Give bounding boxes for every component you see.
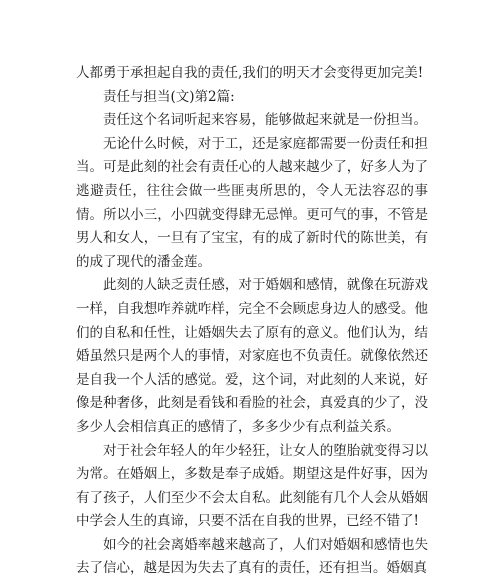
paragraph-6: 对于社会年轻人的年少轻狂，让女人的堕胎就变得习以为常。在婚姻上，多数是奉子成婚。期望这是件好事，因为有了孩子，人们至少不会太自私。此刻能有几个人会从婚姻中学会人生的真谛，只要不活在自我的世界，已经不错了! <box>76 442 428 530</box>
paragraph-4: 无论什么时候，对于工，还是家庭都需要一份责任和担当。可是此刻的社会有责任心的人越来越少了，好多人为了逃避责任，往往会做一些匪夷所思的，令人无法容忍的事情。所以小三，小四就变得肆无忌惮。更可气的事，不管是男人和女人，一旦有了宝宝，有的成了新时代的陈世美，有的成了现代的潘金莲。 <box>76 135 428 270</box>
paragraph-5: 此刻的人缺乏责任感，对于婚姻和感情，就像在玩游戏一样，自我想咋养就咋样，完全不会顾虑身边人的感受。他们的自私和任性，让婚姻失去了原有的意义。他们认为，结婚虽然只是两个人的事情，对家庭也不负责任。就像依然还是自我一个人活的感觉。爱，这个词，对此刻的人来说，好像是种奢侈，此刻是看钱和看脸的社会，真爱真的少了，没多少人会相信真正的感情了，多多少少有点利益关系。 <box>76 277 428 435</box>
paragraph-7: 如今的社会离婚率越来越高了，人们对婚姻和感情也失去了信心，越是因为失去了真有的责任，还有担当。婚姻真 <box>76 536 428 577</box>
paragraph-3: 责任这个名词听起来容易，能够做起来就是一份担当。 <box>103 112 427 129</box>
article-body <box>76 62 428 581</box>
paragraph-2-heading: 责任与担当(文)第2篇: <box>103 88 235 105</box>
paragraph-1: 人都勇于承担起自我的责任,我们的明天才会变得更加完美! <box>76 65 424 81</box>
